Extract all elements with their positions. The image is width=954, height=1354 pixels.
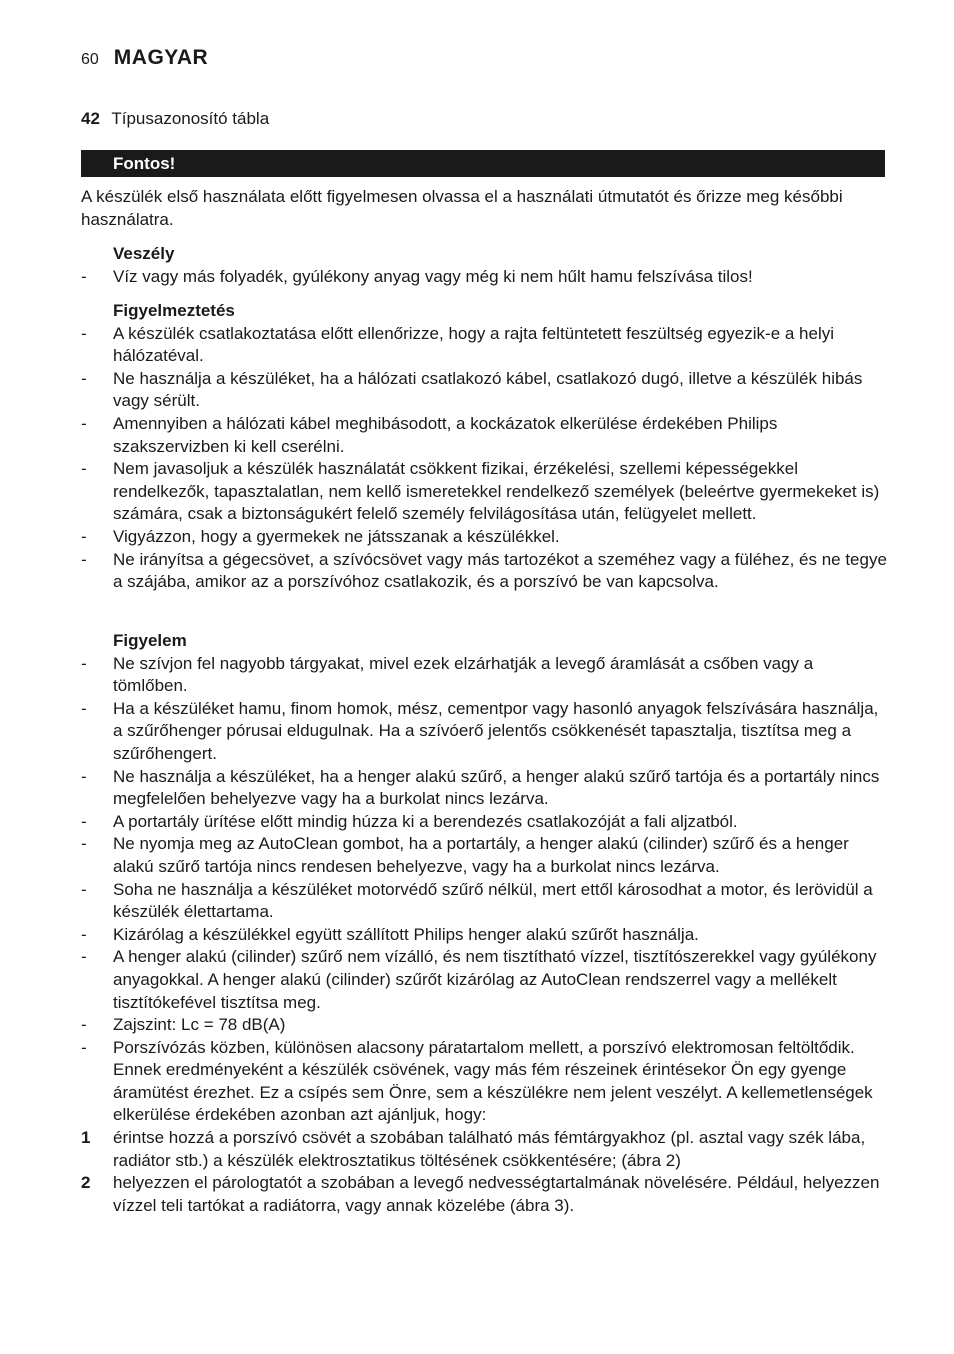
list-item: [81, 323, 891, 368]
bullet: -: [81, 698, 87, 718]
page-language-title: MAGYAR: [113, 46, 209, 69]
list-item: [81, 458, 891, 526]
bullet: -: [81, 811, 87, 831]
list-item: [81, 946, 891, 1014]
page-header: [81, 47, 208, 73]
important-heading-bar: Fontos!: [81, 150, 885, 177]
bullet: -: [81, 879, 87, 899]
list-item-text: Amennyiben a hálózati kábel meghibásodott, a kockázatok elkerülése érdekében Philips szakszervizben ki kell cserélni.: [113, 413, 778, 456]
list-item: [81, 266, 891, 289]
bullet: -: [81, 549, 87, 569]
list-item-text: Vigyázzon, hogy a gyermekek ne játsszanak a készülékkel.: [113, 526, 560, 546]
section-danger: [81, 243, 891, 288]
step-text: érintse hozzá a porszívó csövét a szobában található más fémtárgyakhoz (pl. asztal vagy szék lába, radiátor stb.) a készülék elektrosztatikus töltésének csökkentésére; (ábra 2): [113, 1128, 866, 1170]
component-item-42: [81, 108, 269, 131]
bullet: -: [81, 266, 87, 286]
bullet: -: [81, 924, 87, 944]
bullet: -: [81, 526, 87, 546]
bullet: -: [81, 1037, 87, 1057]
list-item-text: Kizárólag a készülékkel együtt szállított Philips henger alakú szűrőt használja.: [113, 924, 699, 944]
bullet: -: [81, 413, 87, 433]
list-item: [81, 368, 891, 413]
list-item: [81, 811, 891, 834]
list-item-text: A készülék csatlakoztatása előtt ellenőrizze, hogy a rajta feltüntetett feszültség egyezik-e a helyi hálózatéval.: [113, 323, 835, 366]
section-title-caution: Figyelem: [113, 631, 187, 650]
list-item: [81, 879, 891, 924]
intro-paragraph: A készülék első használata előtt figyelmesen olvassa el a használati útmutatót és őrizze meg későbbi használatra.: [81, 187, 843, 229]
list-item-text: Zajszint: Lc = 78 dB(A): [113, 1015, 286, 1035]
section-title-danger: Veszély: [113, 244, 175, 263]
list-item: [81, 698, 891, 766]
numbered-item: [81, 1172, 891, 1217]
bullet: -: [81, 368, 87, 388]
page-number: 60: [81, 51, 99, 68]
list-item-text: A portartály ürítése előtt mindig húzza ki a berendezés csatlakozóját a fali aljzatból.: [113, 811, 738, 831]
list-item-text: Porszívózás közben, különösen alacsony páratartalom mellett, a porszívó elektromosan feltöltődik. Ennek eredményeként a készülék csövének, vagy más fém részeinek érintésekor Ön egy gyenge áramütést érezhet. Ez a csípés sem Önre, sem a készülékre nem jelent veszélyt. A kellemetlenségek elkerülése érdekében azonban azt ajánljuk, hogy:: [113, 1037, 873, 1125]
bullet: -: [81, 834, 87, 854]
component-number: 42: [81, 109, 100, 128]
list-item: [81, 924, 891, 947]
section-title-warning: Figyelmeztetés: [113, 301, 235, 320]
list-item-text: Ha a készüléket hamu, finom homok, mész, cementpor vagy hasonló anyagok felszívására használja, a szűrőhenger pórusai eldugulnak. Ha a szívóerő jelentős csökkenését tapasztalja, tisztítsa meg a szűrőhengert.: [113, 698, 879, 763]
list-item-text: Ne használja a készüléket, ha a henger alakú szűrő, a henger alakú szűrő tartója és a portartály nincs megfelelően behelyezve vagy ha a burkolat nincs lezárva.: [113, 766, 880, 809]
numbered-item: [81, 1127, 891, 1172]
bullet: -: [81, 653, 87, 673]
list-item-text: Ne használja a készüléket, ha a hálózati csatlakozó kábel, csatlakozó dugó, illetve a készülék hibás vagy sérült.: [113, 368, 863, 411]
component-label: Típusazonosító tábla: [111, 109, 270, 128]
list-item: [81, 1014, 891, 1037]
section-caution: [81, 630, 891, 1217]
list-item: [81, 833, 891, 878]
bullet: -: [81, 323, 87, 343]
list-item: [81, 653, 891, 698]
list-item-text: Ne szívjon fel nagyobb tárgyakat, mivel ezek elzárhatják a levegő áramlását a csőben vagy a tömlőben.: [113, 653, 814, 696]
list-item-text: Nem javasoljuk a készülék használatát csökkent fizikai, érzékelési, szellemi képességekkel rendelkezők, tapasztalatlan, nem kellő ismeretekkel rendelkező személyek (beleértve gyermekeket is) számára, csak a biztonságukért felelő személy felvilágosítása után, felügyelet mellett.: [113, 459, 880, 524]
bullet: -: [81, 766, 87, 786]
list-item: [81, 766, 891, 811]
list-item: [81, 526, 891, 549]
list-item: [81, 549, 891, 594]
step-number: 1: [81, 1128, 91, 1148]
section-warning: [81, 300, 891, 594]
list-item: [81, 413, 891, 458]
list-item: [81, 1037, 891, 1127]
bullet: -: [81, 1015, 87, 1035]
bullet: -: [81, 947, 87, 967]
step-text: helyezzen el párologtatót a szobában a levegő nedvességtartalmának növelésére. Például, helyezzen vízzel teli tartókat a radiátorra, vagy annak közelébe (ábra 3).: [113, 1173, 880, 1215]
step-number: 2: [81, 1173, 91, 1193]
list-item-text: A henger alakú (cilinder) szűrő nem vízálló, és nem tisztítható vízzel, tisztítószerekkel vagy gyúlékony anyagokkal. A henger alakú (cilinder) szűrőt kizárólag az AutoClean rendszerrel vagy a mellékelt tisztítókefével tisztítsa meg.: [113, 947, 877, 1012]
list-item-text: Víz vagy más folyadék, gyúlékony anyag vagy még ki nem hűlt hamu felszívása tilos!: [113, 266, 753, 286]
bullet: -: [81, 459, 87, 479]
list-item-text: Soha ne használja a készüléket motorvédő szűrő nélkül, mert ettől károsodhat a motor, és lerövidül a készülék élettartama.: [113, 879, 873, 922]
list-item-text: Ne nyomja meg az AutoClean gombot, ha a portartály, a henger alakú (cilinder) szűrő és a henger alakú szűrő tartója nincs rendesen behelyezve, vagy ha a burkolat nincs lezárva.: [113, 834, 849, 876]
list-item-text: Ne irányítsa a gégecsövet, a szívócsövet vagy más tartozékot a szeméhez vagy a füléhez, és ne tegye a szájába, amikor az a porszívóhoz csatlakozik, és a porszívó be van kapcsolva.: [113, 549, 887, 592]
